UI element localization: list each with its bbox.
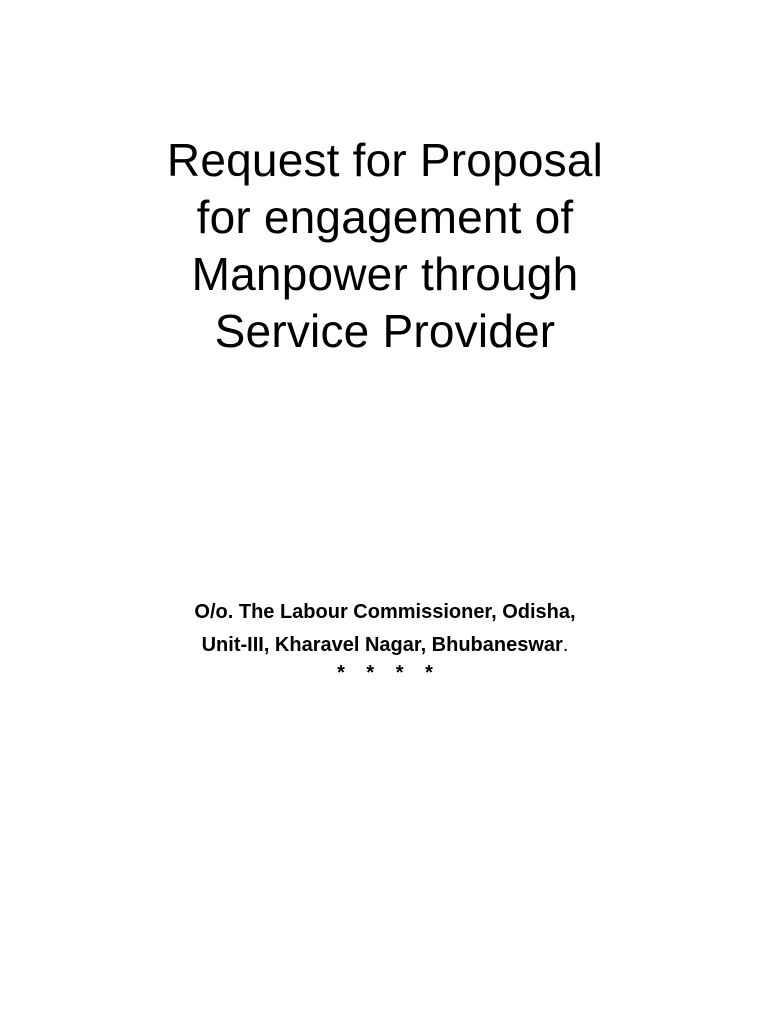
address-line-2 [0,629,770,662]
office-address [0,596,770,682]
address-line-2-text: Unit-III, Kharavel Nagar, Bhubaneswar [201,634,563,656]
address-line-1: O/o. The Labour Commissioner, Odisha, [194,601,576,623]
title-line-1: Request for Proposal [166,134,604,186]
document-title [0,132,770,360]
title-line-4: Service Provider [214,305,556,357]
title-line-2: for engagement of [196,191,574,243]
title-line-3: Manpower through [191,248,579,300]
section-separator-stars: * * * * [337,662,441,684]
address-line-2-period: . [562,634,569,656]
